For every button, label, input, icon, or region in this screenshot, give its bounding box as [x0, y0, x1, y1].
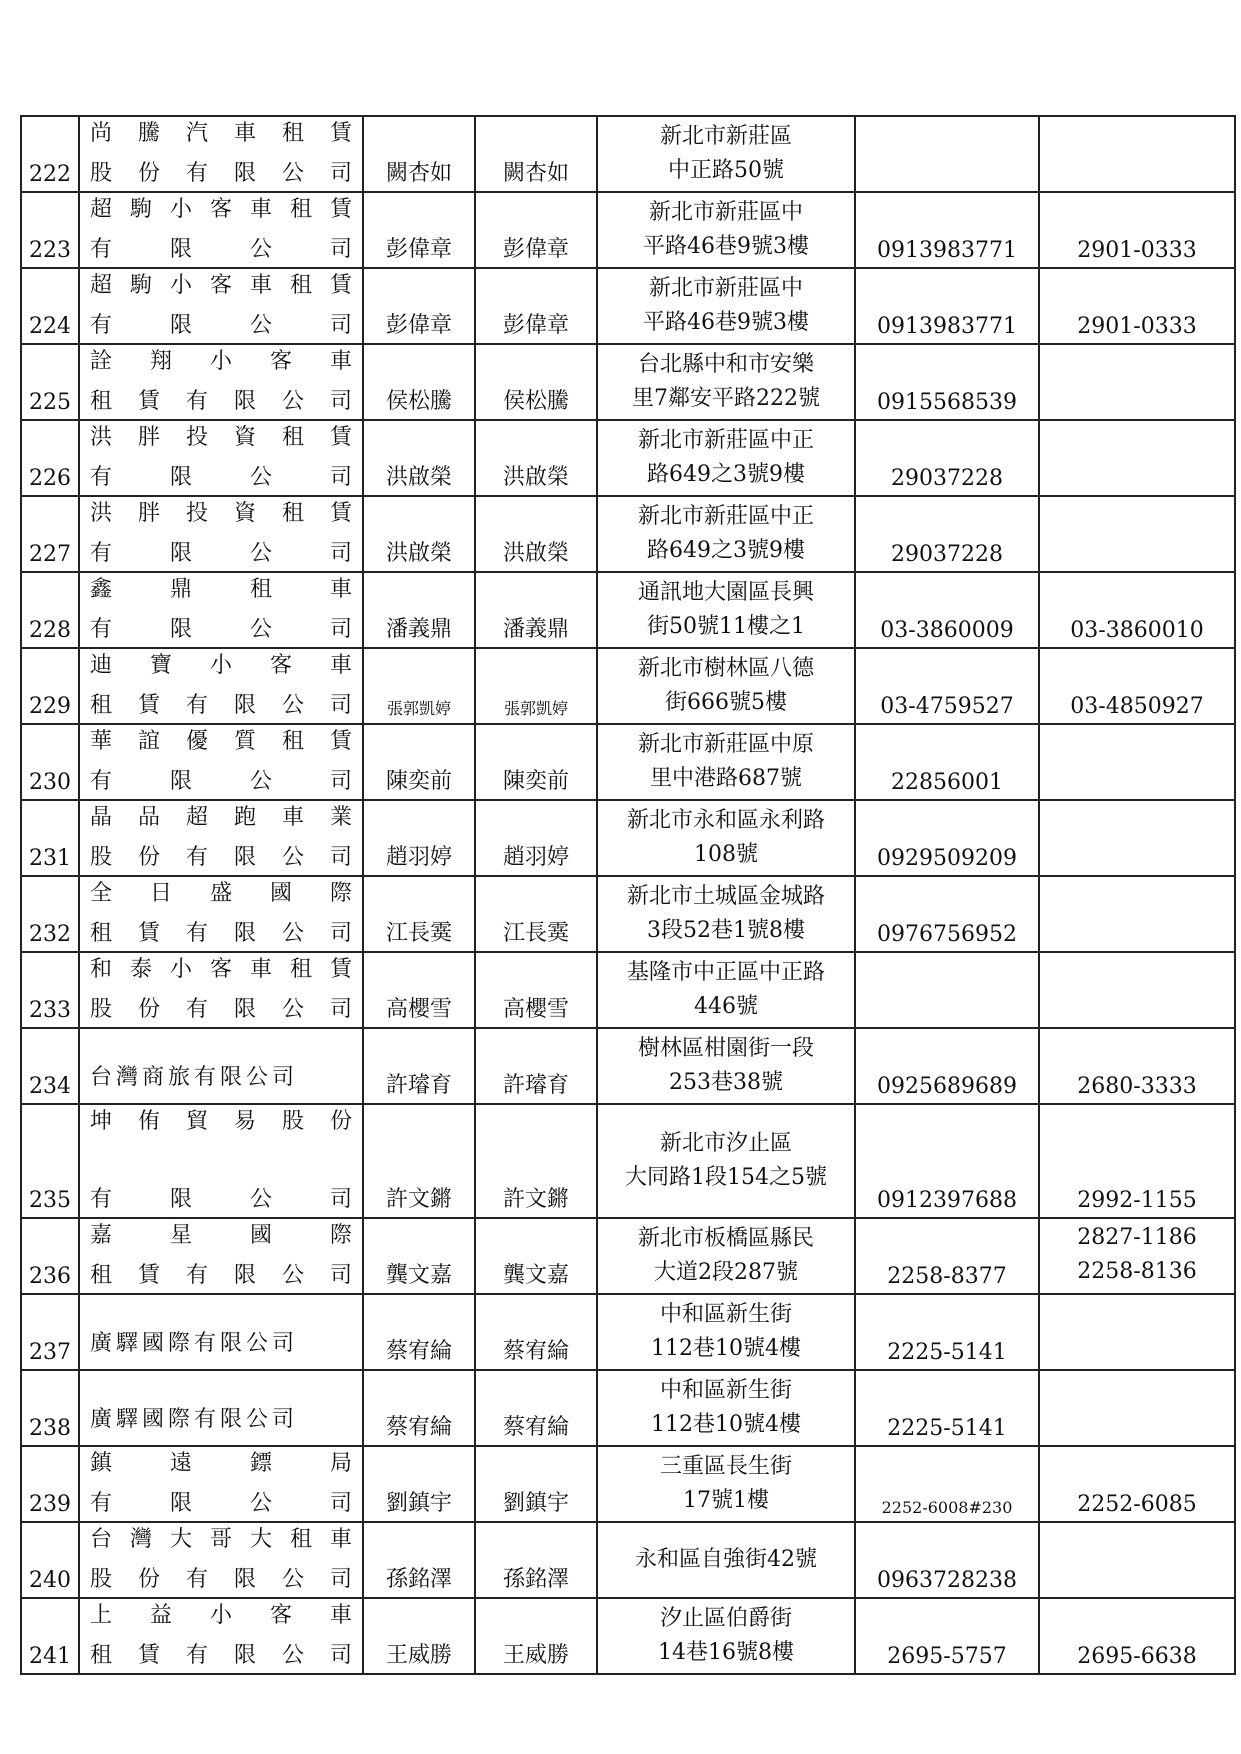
company-name-cell	[79, 1522, 363, 1598]
representative: 洪啟榮	[363, 496, 475, 572]
representative: 許璿育	[363, 1028, 475, 1104]
company-name-line: 租賃有限公司	[90, 921, 354, 946]
phone-secondary: 03-3860010	[1039, 572, 1235, 648]
contact-person: 彭偉章	[475, 192, 597, 268]
phone: 29037228	[855, 496, 1039, 572]
company-name	[80, 725, 362, 799]
table-row	[21, 420, 1235, 496]
phone	[855, 952, 1039, 1028]
row-number: 232	[21, 876, 79, 952]
contact-person: 龔文嘉	[475, 1218, 597, 1294]
address-line: 通訊地大園區長興	[637, 580, 814, 605]
address	[597, 724, 855, 800]
company-name-line: 股份有限公司	[90, 161, 354, 186]
address-line: 街666號5樓	[665, 690, 787, 715]
address-line: 基隆市中正區中正路	[626, 960, 825, 985]
address-line: 新北市新莊區中	[648, 200, 803, 225]
company-name-line: 全日盛國際	[90, 881, 354, 906]
company-name-line: 華誼優質租賃	[90, 729, 354, 754]
company-name-line: 股份有限公司	[90, 1567, 354, 1592]
company-name-line: 有限公司	[90, 1491, 354, 1516]
contact-person: 潘義鼎	[475, 572, 597, 648]
phone: 2258-8377	[855, 1218, 1039, 1294]
address-line: 大道2段287號	[654, 1260, 798, 1285]
address-line: 新北市土城區金城路	[626, 884, 825, 909]
table-row	[21, 800, 1235, 876]
representative: 許文鏘	[363, 1104, 475, 1218]
phone: 29037228	[855, 420, 1039, 496]
address-line: 里中港路687號	[650, 766, 802, 791]
phone: 2252-6008#230	[855, 1446, 1039, 1522]
phone: 0915568539	[855, 344, 1039, 420]
company-name-line: 詮翔小客車	[90, 349, 354, 374]
phone: 0976756952	[855, 876, 1039, 952]
representative: 趙羽婷	[363, 800, 475, 876]
company-name	[80, 573, 362, 647]
address	[597, 876, 855, 952]
phone-secondary	[1039, 344, 1235, 420]
row-number: 237	[21, 1294, 79, 1370]
contact-person: 彭偉章	[475, 268, 597, 344]
phone-secondary: 2901-0333	[1039, 268, 1235, 344]
contact-person: 江長霙	[475, 876, 597, 952]
address	[597, 268, 855, 344]
company-name-cell	[79, 876, 363, 952]
company-name-cell	[79, 1028, 363, 1104]
company-name-cell	[79, 268, 363, 344]
row-number: 229	[21, 648, 79, 724]
company-name	[80, 421, 362, 495]
table-row	[21, 1522, 1235, 1598]
phone: 0963728238	[855, 1522, 1039, 1598]
address-line: 路649之3號9樓	[647, 462, 805, 487]
contact-person: 侯松騰	[475, 344, 597, 420]
phone-secondary	[1039, 1294, 1235, 1370]
phone-secondary	[1039, 1370, 1235, 1446]
company-name-cell	[79, 800, 363, 876]
contact-person: 劉鎮宇	[475, 1446, 597, 1522]
address-line: 14巷16號8樓	[658, 1640, 794, 1665]
company-name-line: 租賃有限公司	[90, 1263, 354, 1288]
row-number: 240	[21, 1522, 79, 1598]
table-row	[21, 344, 1235, 420]
phone: 22856001	[855, 724, 1039, 800]
company-name-line: 超駒小客車租賃	[90, 197, 354, 222]
address-line: 大同路1段154之5號	[625, 1165, 827, 1190]
row-number: 239	[21, 1446, 79, 1522]
row-number: 227	[21, 496, 79, 572]
contact-person: 張郭凱婷	[475, 648, 597, 724]
company-name-line: 租賃有限公司	[90, 1643, 354, 1668]
row-number: 226	[21, 420, 79, 496]
company-name-line: 嘉星國際	[90, 1223, 354, 1248]
company-name-cell	[79, 648, 363, 724]
row-number: 235	[21, 1104, 79, 1218]
phone: 0913983771	[855, 192, 1039, 268]
address-line: 新北市新莊區中原	[637, 732, 814, 757]
phone-secondary	[1039, 116, 1235, 192]
address-line: 新北市新莊區中	[648, 276, 803, 301]
company-name-line: 股份有限公司	[90, 845, 354, 870]
phone-secondary	[1039, 420, 1235, 496]
address	[597, 800, 855, 876]
address	[597, 1294, 855, 1370]
table-row	[21, 496, 1235, 572]
address-line: 新北市新莊區	[659, 124, 792, 149]
address	[597, 1370, 855, 1446]
company-name	[80, 193, 362, 267]
address-line: 街50號11樓之1	[647, 614, 805, 639]
contact-person: 孫銘澤	[475, 1522, 597, 1598]
address	[597, 1104, 855, 1218]
row-number: 225	[21, 344, 79, 420]
address-line: 平路46巷9號3樓	[643, 310, 809, 335]
row-number: 230	[21, 724, 79, 800]
company-name-line: 洪胖投資租賃	[90, 425, 354, 450]
company-name-cell	[79, 344, 363, 420]
phone: 0929509209	[855, 800, 1039, 876]
phone-secondary: 2680-3333	[1039, 1028, 1235, 1104]
company-name-line: 鑫鼎租車	[90, 577, 354, 602]
company-name: 廣驛國際有限公司	[90, 1331, 299, 1356]
address-line: 新北市板橋區縣民	[637, 1226, 814, 1251]
address	[597, 1598, 855, 1674]
address	[597, 192, 855, 268]
contact-person: 許文鏘	[475, 1104, 597, 1218]
table-row	[21, 952, 1235, 1028]
table-row	[21, 648, 1235, 724]
company-name-cell	[79, 1104, 363, 1218]
company-name-line: 有限公司	[90, 237, 354, 262]
phone-secondary: 2901-0333	[1039, 192, 1235, 268]
company-name-line: 租賃有限公司	[90, 693, 354, 718]
representative: 彭偉章	[363, 268, 475, 344]
address-line: 路649之3號9樓	[647, 538, 805, 563]
phone-secondary: 2695-6638	[1039, 1598, 1235, 1674]
table-row	[21, 1218, 1235, 1294]
address-line: 台北縣中和市安樂	[637, 352, 814, 377]
company-name	[80, 117, 362, 191]
contact-person: 闕杏如	[475, 116, 597, 192]
phone: 0912397688	[855, 1104, 1039, 1218]
phone-secondary: 03-4850927	[1039, 648, 1235, 724]
company-name	[80, 1105, 362, 1217]
phone-secondary	[1039, 496, 1235, 572]
company-name-line: 迪寶小客車	[90, 653, 354, 678]
address	[597, 496, 855, 572]
address-line: 446號	[694, 994, 758, 1019]
company-name-line: 超駒小客車租賃	[90, 273, 354, 298]
company-name: 台灣商旅有限公司	[90, 1065, 299, 1090]
phone-secondary-line: 2827-1186	[1077, 1225, 1197, 1250]
contact-person: 陳奕前	[475, 724, 597, 800]
row-number: 223	[21, 192, 79, 268]
representative: 闕杏如	[363, 116, 475, 192]
row-number: 238	[21, 1370, 79, 1446]
table-body	[21, 116, 1235, 1674]
table-row	[21, 572, 1235, 648]
row-number: 222	[21, 116, 79, 192]
address-line: 中正路50號	[668, 158, 784, 183]
row-number: 241	[21, 1598, 79, 1674]
company-name	[80, 877, 362, 951]
phone-secondary	[1039, 952, 1235, 1028]
company-name-cell	[79, 952, 363, 1028]
address	[597, 1218, 855, 1294]
address	[597, 1446, 855, 1522]
row-number: 228	[21, 572, 79, 648]
row-number: 236	[21, 1218, 79, 1294]
company-name	[80, 1447, 362, 1521]
phone: 2225-5141	[855, 1294, 1039, 1370]
company-name-cell	[79, 1370, 363, 1446]
company-name	[80, 1523, 362, 1597]
address-line: 中和區新生街	[659, 1302, 792, 1327]
company-name	[80, 953, 362, 1027]
address-line: 里7鄰安平路222號	[632, 386, 820, 411]
company-name-cell	[79, 1218, 363, 1294]
company-name	[80, 801, 362, 875]
company-name	[80, 497, 362, 571]
address	[597, 572, 855, 648]
contact-person: 趙羽婷	[475, 800, 597, 876]
representative: 彭偉章	[363, 192, 475, 268]
company-name	[80, 1219, 362, 1293]
company-name-line: 股份有限公司	[90, 997, 354, 1022]
table-row	[21, 1370, 1235, 1446]
phone: 03-4759527	[855, 648, 1039, 724]
company-name-line: 租賃有限公司	[90, 389, 354, 414]
company-name-line: 晶品超跑車業	[90, 805, 354, 830]
address-line: 新北市汐止區	[659, 1131, 792, 1156]
contact-person: 蔡宥綸	[475, 1370, 597, 1446]
address-line: 112巷10號4樓	[651, 1336, 801, 1361]
representative: 洪啟榮	[363, 420, 475, 496]
company-name-cell	[79, 1598, 363, 1674]
row-number: 224	[21, 268, 79, 344]
phone: 03-3860009	[855, 572, 1039, 648]
address-line: 中和區新生街	[659, 1378, 792, 1403]
company-name-line: 鎮遠鏢局	[90, 1451, 354, 1476]
phone	[855, 116, 1039, 192]
phone-secondary	[1039, 1522, 1235, 1598]
company-name-line: 有限公司	[90, 541, 354, 566]
row-number: 233	[21, 952, 79, 1028]
company-table	[20, 115, 1236, 1675]
company-name-line: 有限公司	[90, 617, 354, 642]
contact-person: 蔡宥綸	[475, 1294, 597, 1370]
address-line: 永和區自強街42號	[635, 1547, 817, 1572]
representative: 陳奕前	[363, 724, 475, 800]
representative: 蔡宥綸	[363, 1294, 475, 1370]
address	[597, 1028, 855, 1104]
representative: 張郭凱婷	[363, 648, 475, 724]
address-line: 新北市永和區永利路	[626, 808, 825, 833]
company-name-cell	[79, 192, 363, 268]
company-name-cell	[79, 572, 363, 648]
company-name-line: 有限公司	[90, 313, 354, 338]
address	[597, 116, 855, 192]
company-name	[80, 1599, 362, 1673]
company-name-line: 尚騰汽車租賃	[90, 121, 354, 146]
company-name: 廣驛國際有限公司	[90, 1407, 299, 1432]
table-row	[21, 724, 1235, 800]
table-row	[21, 268, 1235, 344]
address-line: 樹林區柑園街一段	[637, 1036, 814, 1061]
representative: 蔡宥綸	[363, 1370, 475, 1446]
row-number: 231	[21, 800, 79, 876]
address-line: 253巷38號	[669, 1070, 783, 1095]
address-line: 平路46巷9號3樓	[643, 234, 809, 259]
table-row	[21, 192, 1235, 268]
contact-person: 洪啟榮	[475, 496, 597, 572]
contact-person: 王威勝	[475, 1598, 597, 1674]
company-name-cell	[79, 420, 363, 496]
address	[597, 420, 855, 496]
phone-secondary: 2992-1155	[1039, 1104, 1235, 1218]
phone-secondary	[1039, 1218, 1235, 1294]
company-name-cell	[79, 1294, 363, 1370]
address-line: 三重區長生街	[659, 1454, 792, 1479]
address-line: 新北市新莊區中正	[637, 428, 814, 453]
company-name-cell	[79, 724, 363, 800]
table-row	[21, 1294, 1235, 1370]
company-name-line: 有限公司	[90, 465, 354, 490]
representative: 侯松騰	[363, 344, 475, 420]
address	[597, 344, 855, 420]
phone: 2695-5757	[855, 1598, 1039, 1674]
contact-person: 許璿育	[475, 1028, 597, 1104]
representative: 江長霙	[363, 876, 475, 952]
table-row	[21, 1104, 1235, 1218]
address-line: 17號1樓	[683, 1488, 769, 1513]
phone-secondary: 2252-6085	[1039, 1446, 1235, 1522]
company-name-line: 坤侑貿易股份	[90, 1109, 354, 1134]
company-name-line: 和泰小客車租賃	[90, 957, 354, 982]
company-name	[80, 269, 362, 343]
address	[597, 648, 855, 724]
company-name-cell	[79, 116, 363, 192]
company-name-cell	[79, 496, 363, 572]
representative: 高櫻雪	[363, 952, 475, 1028]
company-name-line: 上益小客車	[90, 1603, 354, 1628]
address-line: 新北市樹林區八德	[637, 656, 814, 681]
contact-person: 洪啟榮	[475, 420, 597, 496]
representative: 王威勝	[363, 1598, 475, 1674]
phone-secondary-line: 2258-8136	[1077, 1259, 1197, 1284]
company-name-line: 有限公司	[90, 769, 354, 794]
table-row	[21, 876, 1235, 952]
representative: 劉鎮宇	[363, 1446, 475, 1522]
phone-secondary	[1039, 800, 1235, 876]
address-line: 新北市新莊區中正	[637, 504, 814, 529]
table-row	[21, 1598, 1235, 1674]
address-line: 汐止區伯爵街	[659, 1606, 792, 1631]
phone-secondary	[1039, 876, 1235, 952]
company-name-cell	[79, 1446, 363, 1522]
address	[597, 952, 855, 1028]
contact-person: 高櫻雪	[475, 952, 597, 1028]
phone: 0913983771	[855, 268, 1039, 344]
company-name-line: 洪胖投資租賃	[90, 501, 354, 526]
representative: 孫銘澤	[363, 1522, 475, 1598]
company-name	[80, 345, 362, 419]
phone: 2225-5141	[855, 1370, 1039, 1446]
representative: 潘義鼎	[363, 572, 475, 648]
address	[597, 1522, 855, 1598]
table-row	[21, 116, 1235, 192]
address-line: 112巷10號4樓	[651, 1412, 801, 1437]
address-line: 3段52巷1號8樓	[647, 918, 805, 943]
company-name-line: 有限公司	[90, 1187, 354, 1212]
table-row	[21, 1028, 1235, 1104]
phone-secondary	[1039, 724, 1235, 800]
company-name	[80, 649, 362, 723]
representative: 龔文嘉	[363, 1218, 475, 1294]
table-row	[21, 1446, 1235, 1522]
company-name-line: 台灣大哥大租車	[90, 1527, 354, 1552]
address-line: 108號	[694, 842, 758, 867]
phone: 0925689689	[855, 1028, 1039, 1104]
row-number: 234	[21, 1028, 79, 1104]
